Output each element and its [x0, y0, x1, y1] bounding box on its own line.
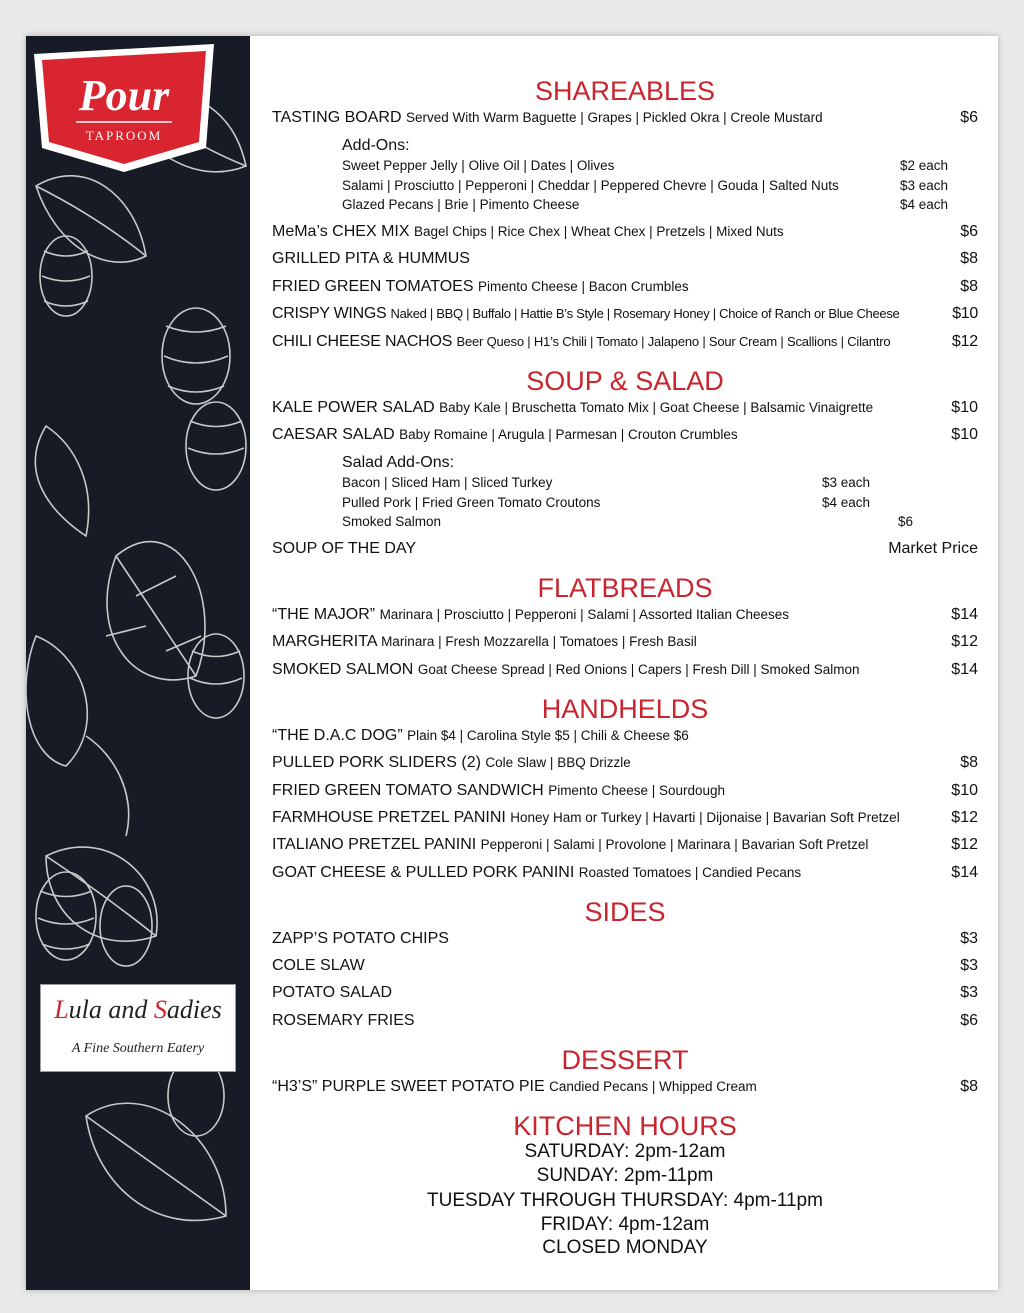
menu-item: CAESAR SALAD Baby Romaine | Arugula | Parmesan | Crouton Crumbles $10 — [272, 426, 978, 443]
menu-item: MeMa’s CHEX MIX Bagel Chips | Rice Chex | Wheat Chex | Pretzels | Mixed Nuts $6 — [272, 223, 978, 240]
hours-line: SUNDAY: 2pm-11pm — [536, 1165, 714, 1186]
addon-row: Bacon | Sliced Ham | Sliced Turkey $3 each — [342, 475, 870, 490]
menu-page — [26, 36, 998, 1290]
botanical-sidebar — [26, 36, 250, 1290]
hours-line: CLOSED MONDAY — [542, 1237, 708, 1258]
section-shareables-title: SHAREABLES — [534, 76, 716, 106]
menu-item: MARGHERITA Marinara | Fresh Mozzarella | Tomatoes | Fresh Basil $12 — [272, 633, 978, 650]
lula-sadies-logo — [40, 984, 236, 1072]
menu-item: ROSEMARY FRIES $6 — [272, 1012, 978, 1029]
addon-row: Pulled Pork | Fried Green Tomato Croutons $4 each — [342, 495, 870, 510]
menu-item: SMOKED SALMON Goat Cheese Spread | Red Onions | Capers | Fresh Dill | Smoked Salmon $14 — [272, 661, 978, 678]
menu-item: KALE POWER SALAD Baby Kale | Bruschetta Tomato Mix | Goat Cheese | Balsamic Vinaigrette $10 — [272, 399, 978, 416]
hours-line: TUESDAY THROUGH THURSDAY: 4pm-11pm — [427, 1190, 823, 1211]
menu-item-tasting-board: TASTING BOARD Served With Warm Baguette | Grapes | Pickled Okra | Creole Mustard $6 — [272, 109, 978, 126]
addon-row: Smoked Salmon $6 — [342, 514, 914, 529]
addons-label: Add-Ons: — [342, 137, 410, 154]
section-kitchen-hours-title: KITCHEN HOURS — [513, 1111, 737, 1141]
menu-item: PULLED PORK SLIDERS (2) Cole Slaw | BBQ Drizzle $8 — [272, 754, 978, 771]
taproom-text: TAPROOM — [85, 128, 163, 143]
menu-item: POTATO SALAD $3 — [272, 984, 978, 1001]
menu-item: “THE D.A.C DOG” Plain $4 | Carolina Style $5 | Chili & Cheese $6 — [272, 727, 689, 744]
brand-name: Lula and Sadies — [54, 995, 222, 1024]
hours-line: SATURDAY: 2pm-12am — [524, 1141, 726, 1162]
section-flatbreads-title: FLATBREADS — [537, 573, 713, 603]
menu-item: FARMHOUSE PRETZEL PANINI Honey Ham or Turkey | Havarti | Dijonaise | Bavarian Soft Pretzel $12 — [272, 809, 978, 826]
menu-item: GOAT CHEESE & PULLED PORK PANINI Roasted Tomatoes | Candied Pecans $14 — [272, 864, 978, 881]
menu-item: CHILI CHEESE NACHOS Beer Queso | H1’s Chili | Tomato | Jalapeno | Sour Cream | Scallions | Cilantro $12 — [272, 333, 978, 350]
section-sides-title: SIDES — [584, 897, 666, 927]
menu-item: ZAPP’S POTATO CHIPS $3 — [272, 930, 978, 947]
menu-item: FRIED GREEN TOMATOES Pimento Cheese | Bacon Crumbles $8 — [272, 278, 978, 295]
section-dessert-title: DESSERT — [561, 1045, 689, 1075]
menu-item: “THE MAJOR” Marinara | Prosciutto | Pepperoni | Salami | Assorted Italian Cheeses $14 — [272, 606, 978, 623]
menu-item: FRIED GREEN TOMATO SANDWICH Pimento Cheese | Sourdough $10 — [272, 782, 978, 799]
addon-row: Sweet Pepper Jelly | Olive Oil | Dates | Olives $2 each — [342, 158, 948, 173]
hops-illustration — [26, 36, 250, 1290]
menu-item: “H3’S” PURPLE SWEET POTATO PIE Candied Pecans | Whipped Cream $8 — [272, 1078, 978, 1095]
menu-item: CRISPY WINGS Naked | BBQ | Buffalo | Hattie B’s Style | Rosemary Honey | Choice of Ranch or Blue Cheese $10 — [272, 305, 978, 322]
section-soup-salad-title: SOUP & SALAD — [526, 366, 724, 396]
menu-item: ITALIANO PRETZEL PANINI Pepperoni | Salami | Provolone | Marinara | Bavarian Soft Pretzel $12 — [272, 836, 978, 853]
salad-addons-label: Salad Add-Ons: — [342, 454, 455, 471]
menu-item: GRILLED PITA & HUMMUS $8 — [272, 250, 978, 267]
menu-item-soup-of-the-day: SOUP OF THE DAY Market Price — [272, 540, 978, 557]
addon-row: Glazed Pecans | Brie | Pimento Cheese $4 each — [342, 197, 948, 212]
section-handhelds-title: HANDHELDS — [541, 694, 709, 724]
menu-item: COLE SLAW $3 — [272, 957, 978, 974]
hours-line: FRIDAY: 4pm-12am — [540, 1214, 710, 1235]
pour-logo-text: Pour — [78, 71, 170, 120]
addon-row: Salami | Prosciutto | Pepperoni | Cheddar | Peppered Chevre | Gouda | Salted Nuts $3 each — [342, 178, 948, 193]
brand-tagline: A Fine Southern Eatery — [71, 1041, 205, 1056]
pour-taproom-logo — [26, 36, 222, 176]
